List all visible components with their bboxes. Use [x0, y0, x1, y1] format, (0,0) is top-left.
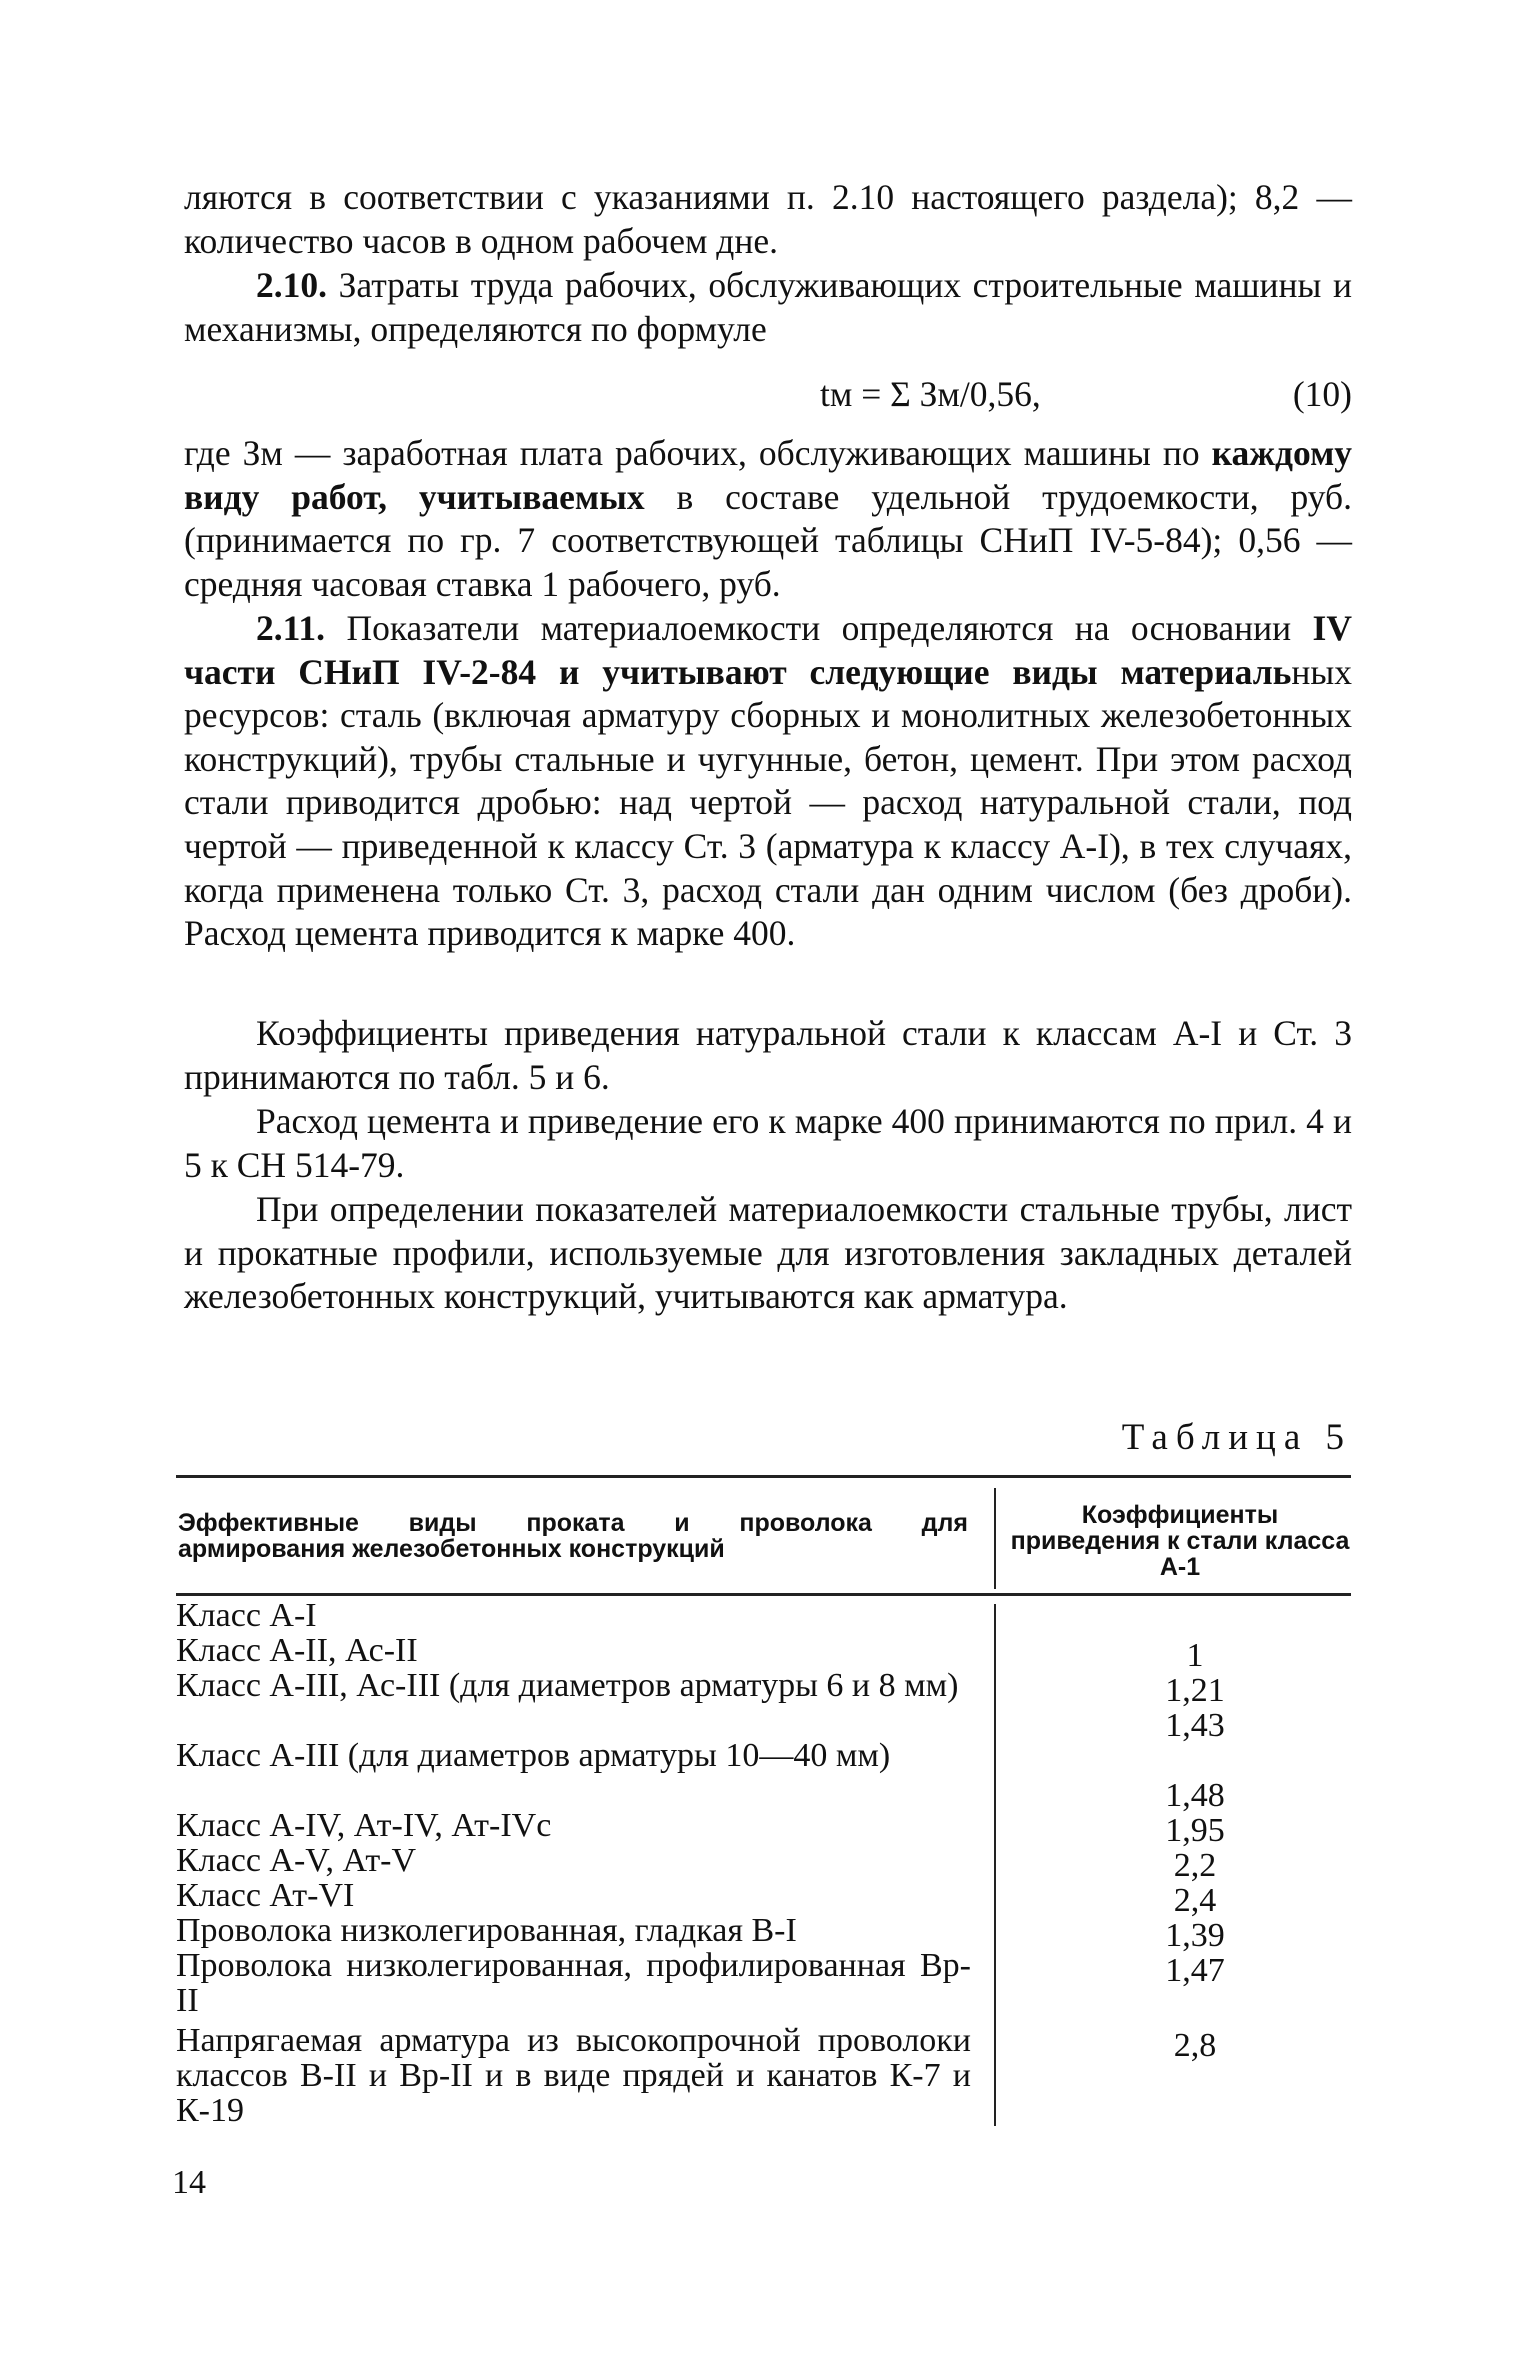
paragraph-text: Коэффициенты приведения натуральной стали к классам А-I и Ст. 3 принимаются по табл. 5 и 6.	[184, 1013, 1352, 1097]
table-row-value: 1,39	[1165, 1917, 1225, 1954]
page-number: 14	[172, 2164, 206, 2201]
table-row-label: Класс А-I	[176, 1597, 317, 1634]
header-line: армирования железобетонных конструкций	[178, 1535, 725, 1563]
table-row-label: Проволока низколегированная, гладкая В-I	[176, 1912, 797, 1949]
table-row-value: 1,21	[1165, 1672, 1225, 1709]
paragraph-text: Затраты труда рабочих, обслуживающих строительные машины и механизмы, определяются по формуле	[184, 265, 1352, 349]
table-row-value: 2,2	[1173, 1847, 1217, 1884]
paragraph-pipes	[184, 1188, 1352, 1319]
paragraph-bold-text: IV части СНиП IV-2-84 и учитывают следующие виды материаль	[184, 608, 1352, 692]
paragraph-text: ляются в соответствии с указаниями п. 2.10 настоящего раздела); 8,2 — количество часов в одном рабочем дне.	[184, 177, 1352, 261]
table-body-divider	[994, 1604, 996, 2126]
table-row-label: Напрягаемая арматура из высокопрочной проволоки классов В-II и Вр-II и в виде прядей и канатов К-7 и К-19	[176, 2022, 971, 2129]
table-row-value: 1,47	[1165, 1952, 1225, 1989]
formula-number: (10)	[1292, 374, 1352, 414]
paragraph-continuation	[184, 176, 1352, 263]
paragraph-bold-text: каждому виду работ, учитываемых	[184, 433, 1352, 517]
table-row-label: Класс А-V, Ат-V	[176, 1842, 417, 1879]
paragraph-2-11	[184, 607, 1352, 956]
formula-10	[184, 373, 1352, 417]
paragraph-text: При определении показателей материалоемкости стальные трубы, лист и прокатные профили, используемые для изготовления закладных деталей железобетонных конструкций, учитываются как арматура.	[184, 1189, 1352, 1317]
header-line: Эффективные виды проката и проволока для	[178, 1509, 968, 1537]
paragraph-text: в составе удельной трудоемкости, руб. (принимается по гр. 7 соответствующей таблицы СНиП IV-5-84); 0,56 — средняя часовая ставка 1 рабочего, руб.	[184, 476, 1352, 604]
section-number: 2.11.	[256, 608, 326, 648]
paragraph-cement	[184, 1100, 1352, 1187]
paragraph-text: ных ресурсов: сталь (включая арматуру сборных и монолитных железобетонных конструкций), трубы стальные и чугунные, бетон, цемент. При этом расход стали приводится дробью: над чертой — расход натуральной стали, под чертой — приведенной к классу Ст. 3 (арматура к классу А-I), в тех случаях, когда применена только Ст. 3, расход стали дан одним числом (без дроби). Расход цемента приводится к марке 400.	[184, 651, 1352, 954]
table-top-rule	[176, 1475, 1351, 1478]
table-row-value: 2,8	[1173, 2027, 1217, 2064]
table-row-value: 1,95	[1165, 1812, 1225, 1849]
section-number: 2.10.	[256, 265, 327, 305]
table-row-label: Класс А-III (для диаметров арматуры 10—40 мм)	[176, 1737, 891, 1774]
paragraph-coefficients	[184, 1012, 1352, 1099]
table-header-divider	[994, 1488, 996, 1589]
table-header-type	[178, 1510, 968, 1562]
table-row-value: 1,48	[1165, 1777, 1225, 1814]
table-row-value: 2,4	[1173, 1882, 1217, 1919]
paragraph-2-10	[184, 264, 1352, 351]
formula-expression: tм = Σ Зм/0,56,	[820, 374, 1041, 414]
table-row-value: 1	[1186, 1637, 1204, 1674]
table-row-value: 1,43	[1165, 1707, 1225, 1744]
paragraph-text: Расход цемента и приведение его к марке 400 принимаются по прил. 4 и 5 к СН 514-79.	[184, 1101, 1352, 1185]
table-row-label: Класс А-IV, Ат-IV, Ат-IVс	[176, 1807, 552, 1844]
paragraph-text: Показатели материалоемкости определяются на основании	[325, 608, 1313, 648]
table-row-label: Проволока низколегированная, профилированная Вр-II	[176, 1947, 971, 2019]
table-row-label: Класс А-III, Ас-III (для диаметров арматуры 6 и 8 мм)	[176, 1667, 959, 1704]
table-row-label: Класс Ат-VI	[176, 1877, 355, 1914]
table-title: Таблица 5	[1121, 1417, 1352, 1458]
paragraph-where	[184, 432, 1352, 606]
table-header-coefficient: Коэффициенты приведения к стали класса А-1	[1010, 1501, 1350, 1581]
table-header-rule	[176, 1593, 1351, 1596]
table-row-label: Класс А-II, Ас-II	[176, 1632, 418, 1669]
paragraph-text: где Зм — заработная плата рабочих, обслуживающих машины по	[184, 433, 1212, 473]
